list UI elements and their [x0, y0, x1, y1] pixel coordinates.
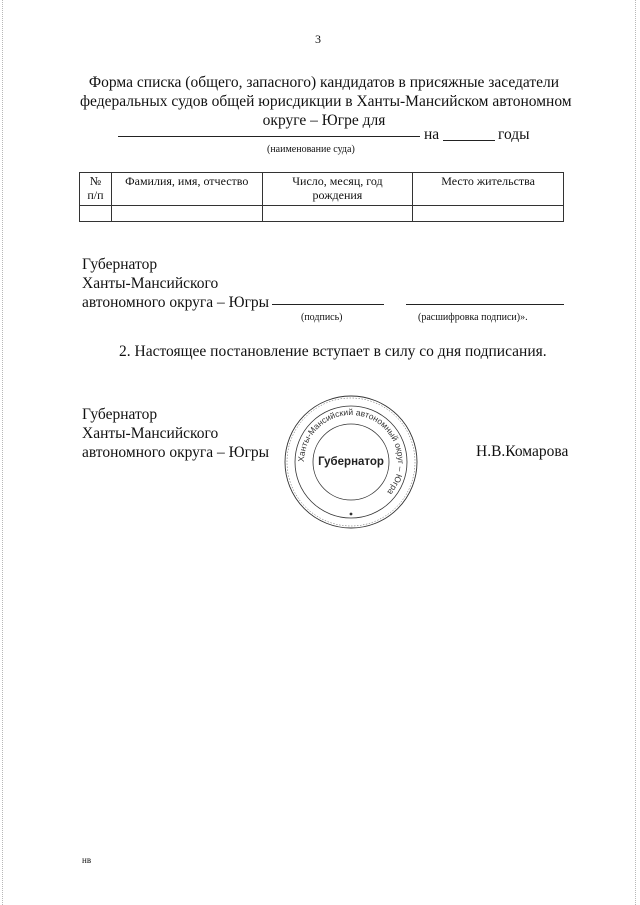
signer-name: Н.В.Комарова	[476, 443, 569, 460]
seal-dot	[350, 513, 353, 516]
table-row	[80, 206, 564, 222]
governor-title: Губернатор	[82, 406, 158, 423]
court-name-blank	[118, 136, 420, 137]
right-scan-edge	[635, 0, 636, 905]
page-number: 3	[315, 32, 321, 46]
governor-region-line: автономного округа – Югры	[82, 294, 270, 311]
header-number-line-1: №	[89, 174, 102, 188]
table-cell	[80, 206, 112, 222]
header-number-line-2: п/п	[87, 188, 104, 202]
candidates-table	[79, 172, 564, 222]
header-birth-date	[262, 173, 413, 206]
left-scan-edge	[2, 0, 3, 905]
signature-caption: (подпись)	[301, 312, 343, 323]
form-title-line-1: Форма списка (общего, запасного) кандидатов в присяжные заседатели	[88, 74, 560, 91]
governor-title: Губернатор	[82, 256, 158, 273]
table-header-row	[80, 173, 564, 206]
clause-2: 2. Настоящее постановление вступает в силу со дня подписания.	[119, 343, 547, 360]
signature-blank	[272, 304, 384, 305]
form-title-line-2: федеральных судов общей юрисдикции в Ханты-Мансийском автономном	[80, 93, 572, 110]
signature-decode-blank	[406, 304, 564, 305]
header-residence: Место жительства	[413, 173, 564, 206]
header-birth-line-1: Число, месяц, год	[292, 174, 383, 188]
seal-ring-text: Ханты-Мансийский автономный округ – Югра	[295, 406, 407, 498]
governor-region-line: Ханты-Мансийского	[82, 275, 219, 292]
table-cell	[111, 206, 262, 222]
table-cell	[262, 206, 413, 222]
governor-block-signature	[82, 405, 269, 462]
header-birth-line-2: рождения	[312, 188, 363, 202]
on-label: на	[424, 126, 440, 143]
author-initials: нв	[82, 855, 92, 865]
table-cell	[413, 206, 564, 222]
governor-region-line: автономного округа – Югры	[82, 444, 270, 461]
signature-decode-caption: (расшифровка подписи)».	[418, 312, 528, 323]
header-number	[80, 173, 112, 206]
court-name-caption: (наименование суда)	[267, 144, 355, 155]
years-blank	[443, 140, 495, 141]
official-seal	[282, 393, 420, 531]
governor-block-form	[82, 255, 269, 312]
governor-region-line: Ханты-Мансийского	[82, 425, 219, 442]
form-title	[80, 73, 572, 130]
form-title-line-3: округе – Югре для	[262, 112, 386, 129]
years-label: годы	[498, 126, 530, 143]
header-full-name: Фамилия, имя, отчество	[111, 173, 262, 206]
seal-center-text: Губернатор	[318, 456, 384, 468]
